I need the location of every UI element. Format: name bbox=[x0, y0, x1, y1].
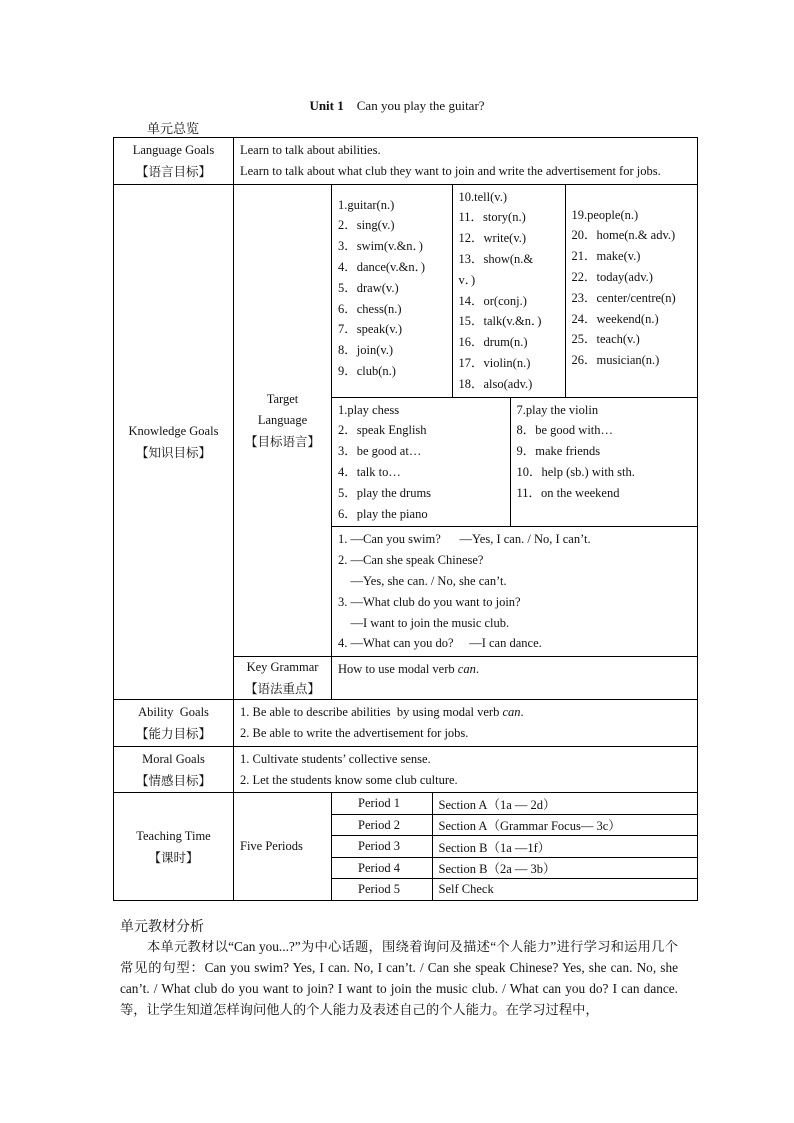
moral-goal-item: 2. Let the students know some club culture. bbox=[240, 772, 458, 787]
key-grammar-label bbox=[234, 657, 332, 700]
period-section: Section A（Grammar Focus— 3c） bbox=[432, 814, 698, 836]
vocab-item: 25．teach(v.) bbox=[571, 332, 640, 347]
unit-number: Unit 1 bbox=[309, 98, 344, 113]
vocab-item: 8．join(v.) bbox=[338, 343, 394, 358]
period-section: Section B（1a —1f） bbox=[432, 836, 698, 858]
vocab-item: 23．center/centre(n) bbox=[571, 290, 676, 305]
language-goal-item: Learn to talk about what club they want to join and write the advertisement for jobs. bbox=[240, 163, 661, 178]
period-row bbox=[332, 793, 698, 814]
phrase-item: 6．play the piano bbox=[338, 506, 428, 521]
key-grammar-label-en: Key Grammar bbox=[246, 660, 319, 675]
target-language-label-cn: 【目标语言】 bbox=[244, 433, 320, 449]
phrases-column-2 bbox=[510, 398, 698, 527]
period-label: Period 3 bbox=[332, 836, 432, 858]
vocab-item: 7．speak(v.) bbox=[338, 322, 403, 337]
period-label: Period 1 bbox=[332, 793, 432, 814]
vocab-item: 20．home(n.& adv.) bbox=[571, 228, 676, 243]
key-grammar-content bbox=[332, 657, 698, 700]
vocab-column-3 bbox=[565, 185, 698, 397]
language-goals-content bbox=[234, 138, 698, 185]
knowledge-goals-label-cn: 【知识目标】 bbox=[135, 444, 211, 460]
phrase-item: 5．play the drums bbox=[338, 485, 432, 500]
phrase-item: 2．speak English bbox=[338, 423, 427, 438]
analysis-paragraph: 本单元教材以“Can you...?”为中心话题，围绕着询问及描述“个人能力”进行学习和运用几个常见的句型：Can you swim? Yes, I can. No, I can’t. / Can she speak Chinese? Yes, she can. No, she can’t. / What club do you want to join? I want to join the music club. / What can you do? I can dance.等，让学生知道怎样询问他人的个人能力及表述自己的个人能力。在学习过程中， bbox=[120, 939, 678, 1017]
vocab-item: 6．chess(n.) bbox=[338, 301, 402, 316]
period-label: Period 5 bbox=[358, 882, 401, 897]
phrase-item: 7.play the violin bbox=[516, 402, 599, 417]
vocab-item: 22．today(adv.) bbox=[571, 269, 653, 284]
ability-goals-label-cn: 【能力目标】 bbox=[135, 725, 211, 741]
sentence-item: 2. —Can she speak Chinese? bbox=[338, 553, 484, 568]
vocabulary-table bbox=[332, 185, 698, 397]
ability-goals-content bbox=[234, 700, 698, 747]
language-goals-label bbox=[114, 138, 234, 185]
moral-goals-label bbox=[114, 746, 234, 793]
period-label: Period 4 bbox=[332, 857, 432, 879]
teaching-time-label-en: Teaching Time bbox=[136, 828, 211, 843]
phrases-table bbox=[332, 398, 698, 527]
moral-goals-content bbox=[234, 746, 698, 793]
teaching-time-label bbox=[114, 793, 234, 901]
sentence-item: 1. —Can you swim? —Yes, I can. / No, I can’t. bbox=[338, 532, 591, 547]
vocabulary-cell bbox=[332, 184, 698, 397]
unit-title: Can you play the guitar? bbox=[356, 98, 485, 113]
sentence-item: 3. —What club do you want to join? bbox=[338, 594, 521, 609]
ability-goal-text: 1. Be able to describe abilities by using modal verb bbox=[240, 705, 503, 720]
ability-goals-row bbox=[114, 700, 698, 747]
phrase-item: 9．make friends bbox=[516, 444, 601, 459]
ability-goal-item: 2. Be able to write the advertisement for jobs. bbox=[240, 725, 469, 740]
phrase-item: 4．talk to… bbox=[338, 464, 401, 479]
phrase-item: 1.play chess bbox=[338, 402, 400, 417]
phrases-cell bbox=[332, 397, 698, 527]
period-row bbox=[332, 879, 698, 900]
vocab-item: 5．draw(v.) bbox=[338, 280, 399, 295]
language-goals-row bbox=[114, 138, 698, 185]
ability-goal-modal-verb: can bbox=[502, 705, 521, 720]
knowledge-vocab-row bbox=[114, 184, 698, 397]
periods-table bbox=[332, 793, 698, 900]
target-language-label bbox=[234, 184, 332, 657]
vocab-item: 15．talk(v.&n．) bbox=[458, 314, 542, 329]
ability-goals-label bbox=[114, 700, 234, 747]
vocab-item: 4．dance(v.&n．) bbox=[338, 259, 426, 274]
language-goals-label-cn: 【语言目标】 bbox=[135, 163, 211, 179]
vocab-column-2 bbox=[452, 185, 565, 397]
language-goals-label-en: Language Goals bbox=[132, 142, 215, 157]
vocab-item: 19.people(n.) bbox=[571, 207, 639, 222]
vocab-item: 14．or(conj.) bbox=[458, 293, 527, 308]
vocab-item: 11．story(n.) bbox=[458, 210, 526, 225]
vocab-item: 10.tell(v.) bbox=[458, 189, 507, 204]
teaching-time-row bbox=[114, 793, 698, 901]
moral-goal-item: 1. Cultivate students’ collective sense. bbox=[240, 751, 431, 766]
vocab-item: 3．swim(v.&n．) bbox=[338, 239, 423, 254]
period-row bbox=[332, 836, 698, 858]
target-language-label-en-2: Language bbox=[257, 412, 308, 427]
phrase-item: 11．on the weekend bbox=[516, 485, 620, 500]
vocab-item: v．) bbox=[458, 272, 476, 287]
phrase-item: 8．be good with… bbox=[516, 423, 614, 438]
analysis-heading: 单元教材分析 bbox=[120, 919, 204, 935]
vocab-item: 17．violin(n.) bbox=[458, 355, 531, 370]
key-grammar-label-cn: 【语法重点】 bbox=[244, 681, 320, 697]
sentences-cell bbox=[332, 527, 698, 657]
knowledge-goals-label-en: Knowledge Goals bbox=[128, 423, 219, 438]
moral-goals-row bbox=[114, 746, 698, 793]
period-section: Section A（1a — 2d） bbox=[432, 793, 698, 814]
key-grammar-text bbox=[332, 657, 697, 682]
vocab-item: 16．drum(n.) bbox=[458, 335, 528, 350]
sentence-item: —Yes, she can. / No, she can’t. bbox=[338, 573, 507, 588]
periods-cell bbox=[332, 793, 698, 901]
target-language-label-en-1: Target bbox=[266, 391, 299, 406]
period-section: Section B（2a — 3b） bbox=[432, 857, 698, 879]
language-goal-item: Learn to talk about abilities. bbox=[240, 143, 381, 157]
unit-overview-table bbox=[113, 137, 698, 901]
vocab-item: 24．weekend(n.) bbox=[571, 311, 659, 326]
vocab-item: 12．write(v.) bbox=[458, 231, 527, 246]
document-title bbox=[0, 98, 794, 114]
ability-goal-text-end: . bbox=[520, 705, 524, 720]
ability-goal-item bbox=[240, 702, 691, 723]
vocab-item: 9．club(n.) bbox=[338, 363, 396, 378]
teaching-time-label-cn: 【课时】 bbox=[148, 849, 199, 865]
moral-goals-label-cn: 【情感目标】 bbox=[135, 772, 211, 788]
phrase-item: 3．be good at… bbox=[338, 444, 422, 459]
vocab-item: 1.guitar(n.) bbox=[338, 197, 395, 212]
vocab-item: 13．show(n.& bbox=[458, 251, 534, 266]
vocab-item: 26．musician(n.) bbox=[571, 353, 660, 368]
key-grammar-text-part: How to use modal verb bbox=[338, 662, 458, 677]
vocab-item: 21．make(v.) bbox=[571, 249, 641, 264]
overview-heading: 单元总览 bbox=[147, 122, 200, 137]
vocab-column-1 bbox=[332, 185, 452, 397]
phrase-item: 10．help (sb.) with sth. bbox=[516, 464, 635, 479]
key-grammar-text-end: . bbox=[475, 662, 479, 677]
ability-goals-label-en: Ability Goals bbox=[138, 704, 209, 719]
key-grammar-modal-verb: can bbox=[457, 662, 476, 677]
period-section: Self Check bbox=[432, 879, 698, 900]
period-label: Period 2 bbox=[332, 814, 432, 836]
teaching-time-total: Five Periods bbox=[234, 793, 332, 901]
vocab-item: 18．also(adv.) bbox=[458, 376, 533, 391]
moral-goals-label-en: Moral Goals bbox=[142, 751, 205, 766]
period-row bbox=[332, 857, 698, 879]
knowledge-goals-label bbox=[114, 184, 234, 700]
period-row bbox=[332, 814, 698, 836]
sentence-item: 4. —What can you do? —I can dance. bbox=[338, 636, 542, 651]
vocab-item: 2．sing(v.) bbox=[338, 218, 395, 233]
phrases-column-1 bbox=[332, 398, 510, 527]
sentence-item: —I want to join the music club. bbox=[338, 615, 510, 630]
